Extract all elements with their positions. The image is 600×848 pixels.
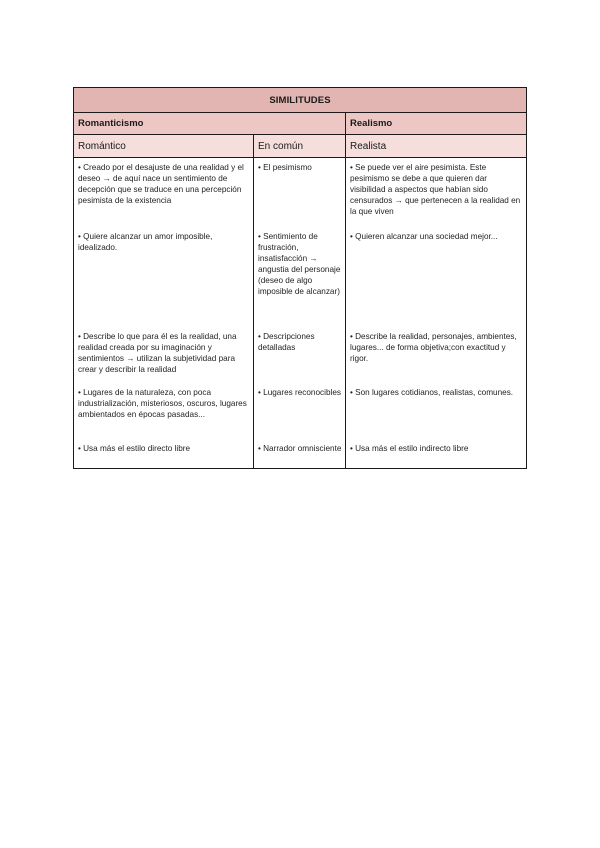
realista-item-3: • Describe la realidad, personajes, ambientes, lugares... de forma objetiva;con exactitud y rigor. [350, 332, 517, 363]
table-title: SIMILITUDES [74, 88, 527, 113]
group-header-romanticismo: Romanticismo [74, 113, 346, 135]
comun-item-4: • Lugares reconocibles [258, 388, 341, 397]
romantico-item-4: • Lugares de la naturaleza, con poca industrialización, misteriosos, oscuros, lugares ambientados en épocas pasadas... [78, 388, 247, 419]
comun-item-1: • El pesimismo [258, 163, 312, 172]
romantico-item-5: • Usa más el estilo directo libre [78, 444, 191, 453]
romantico-item-2: • Quiere alcanzar un amor imposible, idealizado. [78, 232, 213, 252]
comun-item-2: • Sentimiento de frustración, insatisfacción → angustia del personaje (deseo de algo imposible de alcanzar) [258, 232, 341, 296]
comun-item-3: • Descripciones detalladas [258, 332, 315, 352]
realista-item-1: • Se puede ver el aire pesimista. Este pesimismo se debe a que quieren dar visibilidad a aspectos que habían sido censurados → que pertenecen a la realidad en la que viven [350, 163, 521, 216]
en-comun-column [254, 158, 346, 469]
column-header-en-comun: En común [254, 135, 346, 158]
romantico-item-3: • Describe lo que para él es la realidad, una realidad creada por su imaginación y sentimientos → utilizan la subjetividad para crear y describir la realidad [78, 332, 237, 374]
comun-item-5: • Narrador omnisciente [258, 444, 342, 453]
realista-item-2: • Quieren alcanzar una sociedad mejor... [350, 232, 498, 241]
realista-item-5: • Usa más el estilo indirecto libre [350, 444, 469, 453]
realista-item-4: • Son lugares cotidianos, realistas, comunes. [350, 388, 514, 397]
realista-column [346, 158, 527, 469]
column-header-romantico: Romántico [74, 135, 254, 158]
romantico-column [74, 158, 254, 469]
romantico-item-1: • Creado por el desajuste de una realidad y el deseo → de aquí nace un sentimiento de decepción que se traduce en una percepción pesimista de la existencia [78, 163, 244, 205]
column-header-realista: Realista [346, 135, 527, 158]
group-header-realismo: Realismo [346, 113, 527, 135]
similitudes-table [73, 87, 527, 469]
